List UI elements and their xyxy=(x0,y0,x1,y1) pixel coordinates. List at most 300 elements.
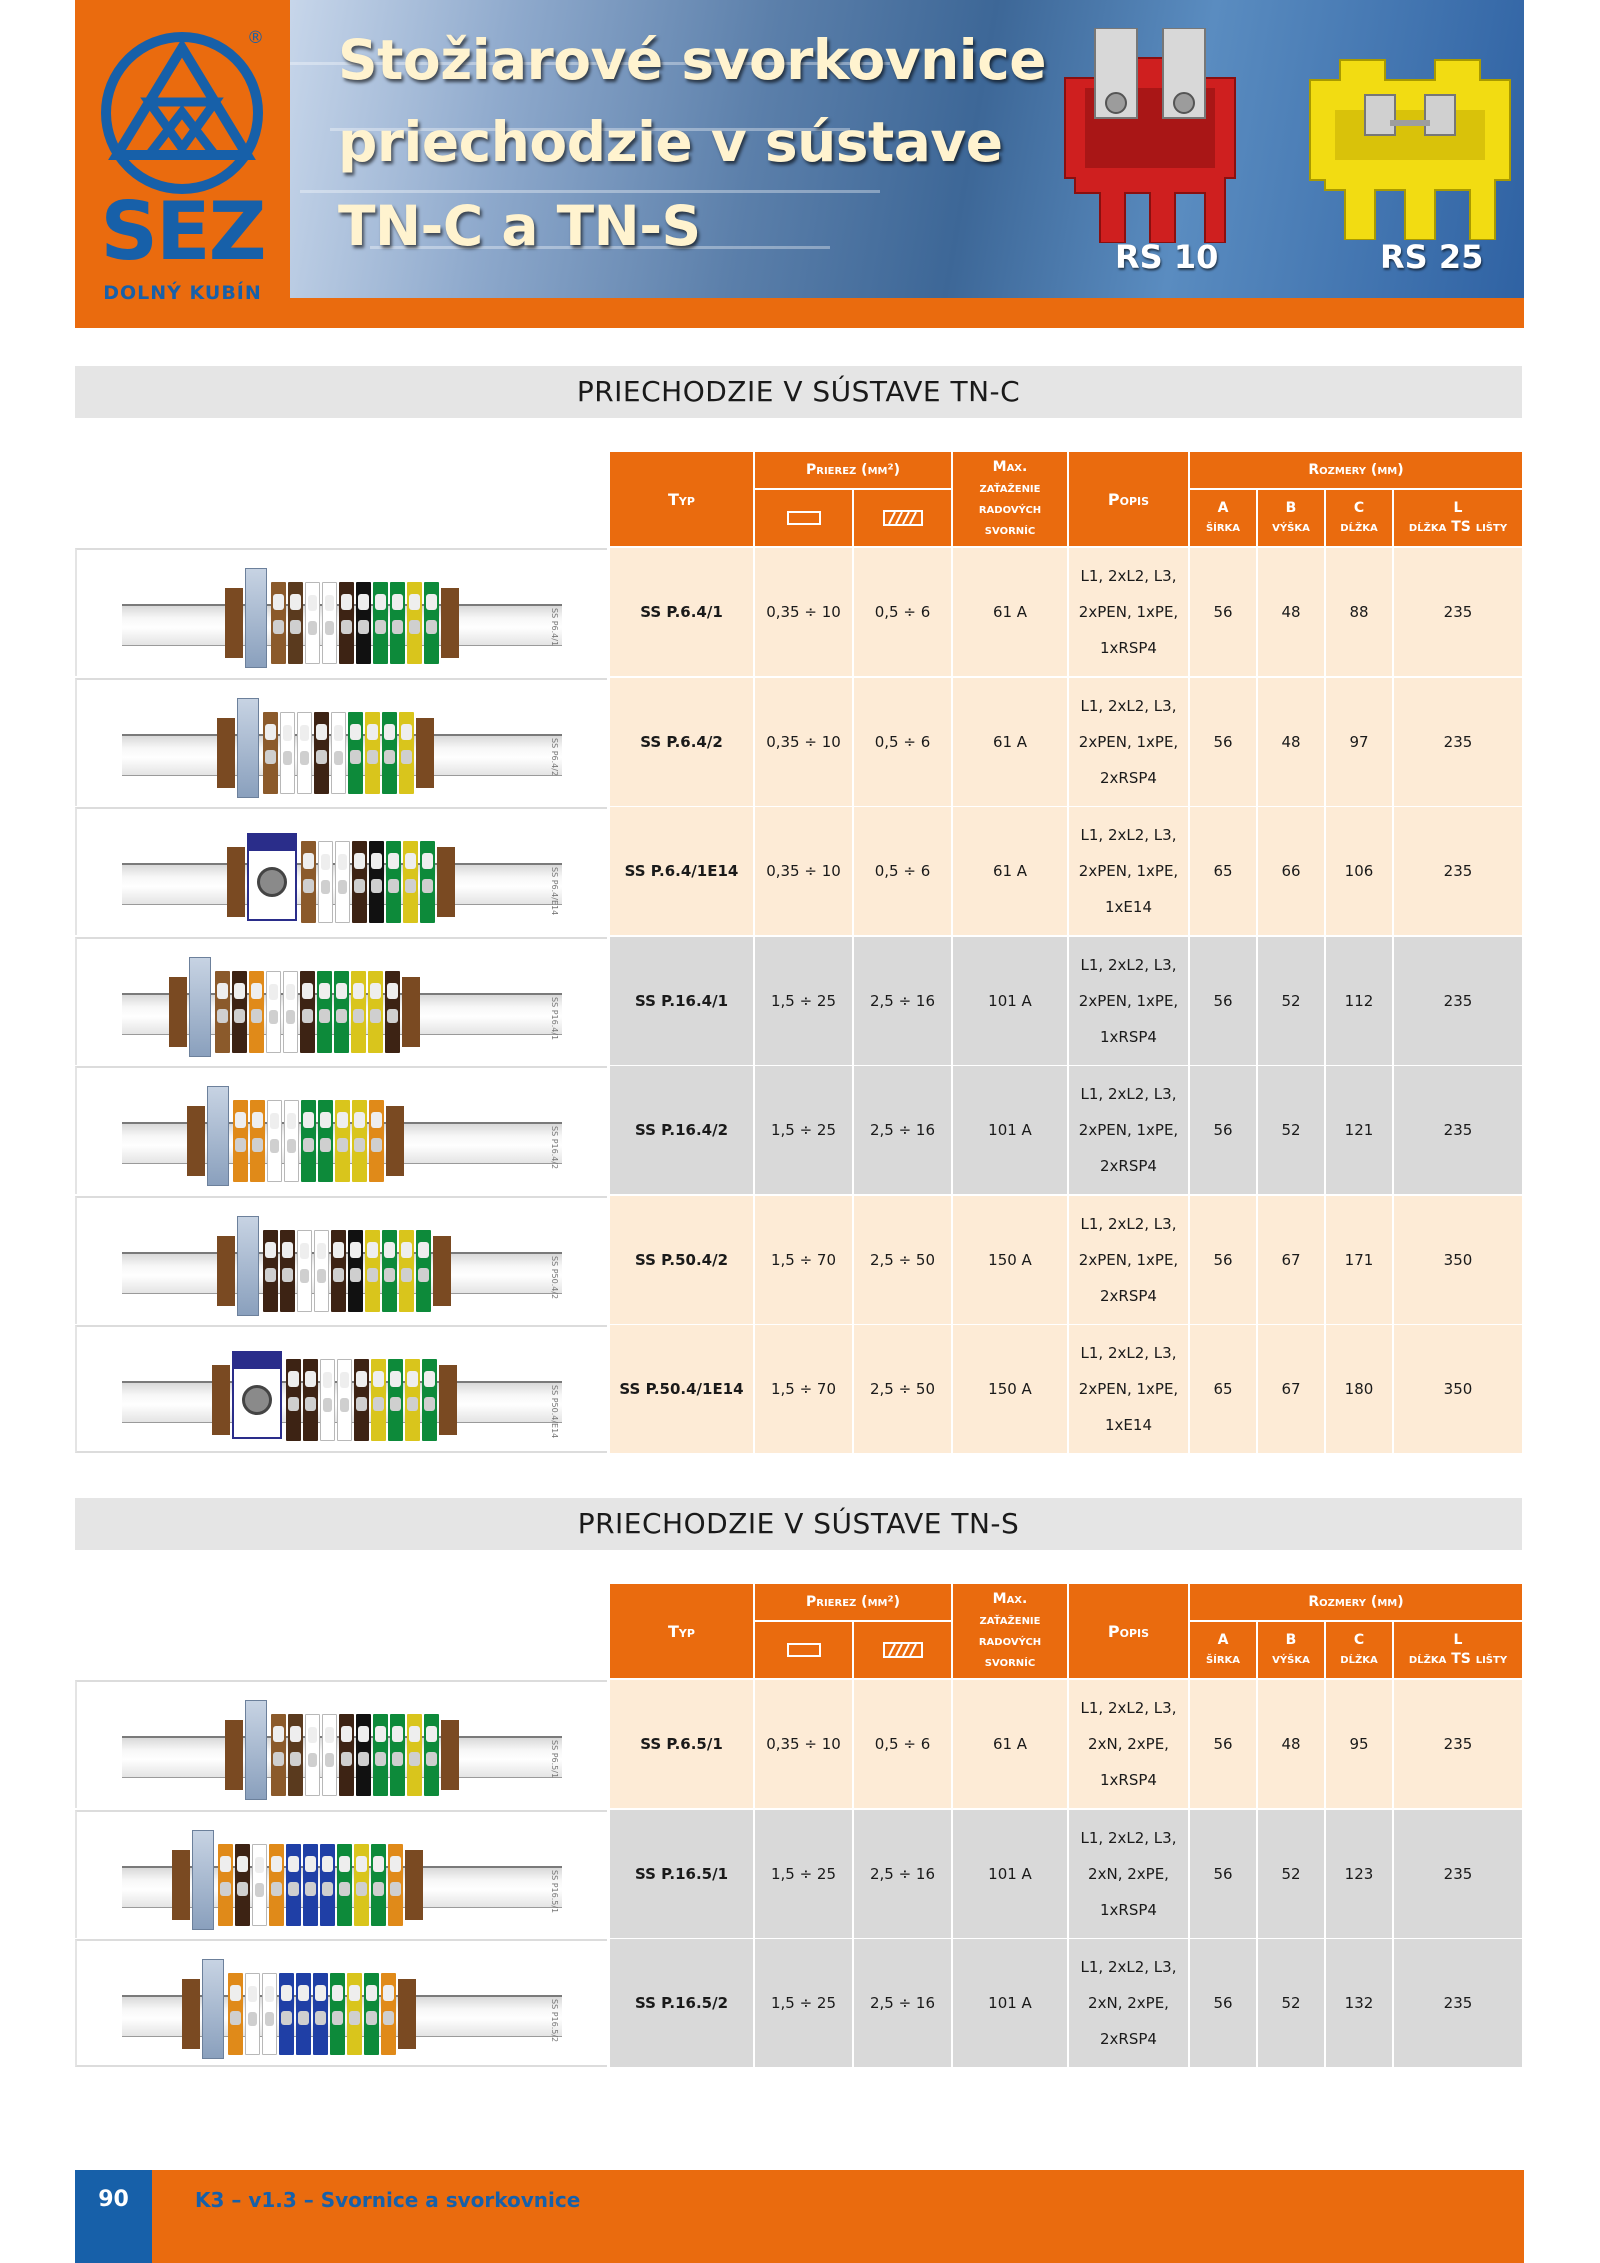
table-row xyxy=(75,548,1522,676)
column-header-max-load xyxy=(953,452,1067,546)
terminal-block-assembly xyxy=(217,1216,453,1316)
product-photo xyxy=(75,937,607,1065)
terminal-block-assembly xyxy=(225,568,461,668)
rail-code-label: SS P16.5/1 xyxy=(550,1869,559,1913)
terminal-block-assembly xyxy=(212,1345,459,1445)
terminal-block xyxy=(403,841,418,923)
popis-line: 2xPEN, 1xPE, xyxy=(1078,1250,1179,1269)
end-stop xyxy=(402,977,420,1047)
cell-dim-a: 56 xyxy=(1190,1196,1256,1324)
rail-code-label: SS P16.4/2 xyxy=(550,1126,559,1170)
column-header-dim-a xyxy=(1190,490,1256,546)
cell-dim-l: 235 xyxy=(1394,1680,1522,1808)
terminal-block xyxy=(300,971,315,1053)
cell-dim-a: 56 xyxy=(1190,1939,1256,2067)
end-stop xyxy=(187,1106,205,1176)
column-header-max-load-line: svorníc xyxy=(984,1654,1036,1670)
cell-popis xyxy=(1069,807,1188,935)
terminal-block xyxy=(305,1714,320,1796)
terminal-block xyxy=(280,1230,295,1312)
end-stop xyxy=(169,977,187,1047)
terminal-block xyxy=(303,1844,318,1926)
terminal-block xyxy=(267,1100,282,1182)
terminal-block xyxy=(348,712,363,794)
cell-dim-a: 56 xyxy=(1190,1066,1256,1194)
terminal-block xyxy=(322,582,337,664)
cell-dim-l: 235 xyxy=(1394,1810,1522,1938)
rail-code-label: SS P16.4/1 xyxy=(550,996,559,1040)
terminal-block xyxy=(303,1359,318,1441)
cell-dim-c: 95 xyxy=(1326,1680,1392,1808)
terminal-block-assembly xyxy=(225,1700,461,1800)
cell-dim-b: 52 xyxy=(1258,1810,1324,1938)
rail-code-label: SS P6.4/E14 xyxy=(550,867,559,916)
footer-chapter-text: K3 – v1.3 – Svornice a svorkovnice xyxy=(195,2188,581,2212)
cell-popis xyxy=(1069,1196,1188,1324)
terminal-block-assembly xyxy=(227,827,457,927)
cover-plate xyxy=(245,568,267,668)
popis-line: L1, 2xL2, L3, xyxy=(1080,696,1177,715)
popis-line: L1, 2xL2, L3, xyxy=(1080,1699,1177,1717)
dim-name: šírka xyxy=(1205,519,1241,535)
header-banner xyxy=(290,0,1524,298)
terminal-block xyxy=(424,582,439,664)
terminal-block xyxy=(334,971,349,1053)
dim-name: šírka xyxy=(1205,1651,1241,1667)
popis-line: 2xN, 2xPE, xyxy=(1088,1735,1169,1753)
cell-prierez-stranded: 0,5 ÷ 6 xyxy=(854,1680,951,1808)
terminal-block xyxy=(381,1973,396,2055)
end-stop xyxy=(182,1979,200,2049)
cell-dim-a: 56 xyxy=(1190,548,1256,676)
product-photo xyxy=(75,1196,607,1324)
dim-letter: B xyxy=(1285,1632,1297,1648)
popis-line: 2xRSP4 xyxy=(1100,2030,1157,2048)
terminal-block xyxy=(407,1714,422,1796)
terminal-block xyxy=(317,971,332,1053)
end-stop xyxy=(416,718,434,788)
terminal-block xyxy=(351,971,366,1053)
terminal-block xyxy=(388,1359,403,1441)
solid-conductor-icon xyxy=(755,490,852,546)
cell-typ: SS P.6.4/2 xyxy=(610,678,753,806)
cell-max-load: 61 A xyxy=(953,1680,1067,1808)
cell-prierez-solid: 1,5 ÷ 25 xyxy=(755,1810,852,1938)
end-stop xyxy=(433,1236,451,1306)
end-stop xyxy=(225,588,243,658)
product-photo xyxy=(75,1680,607,1808)
terminal-block-assembly xyxy=(187,1086,406,1186)
terminal-block xyxy=(337,1359,352,1441)
terminal-block xyxy=(263,1230,278,1312)
cell-dim-l: 235 xyxy=(1394,548,1522,676)
column-header-max-load-line: zaťaženie xyxy=(979,480,1041,496)
cell-dim-a: 56 xyxy=(1190,678,1256,806)
terminal-block-assembly xyxy=(182,1959,418,2059)
rail-code-label: SS P50.4/2 xyxy=(550,1255,559,1299)
cell-max-load: 101 A xyxy=(953,1810,1067,1938)
terminal-block xyxy=(335,841,350,923)
popis-line: 2xPEN, 1xPE, xyxy=(1078,862,1179,880)
end-stop xyxy=(217,1236,235,1306)
cell-dim-c: 171 xyxy=(1326,1196,1392,1324)
terminal-block xyxy=(305,582,320,664)
terminal-block xyxy=(365,1230,380,1312)
table-row xyxy=(75,1680,1522,1808)
terminal-block xyxy=(388,1844,403,1926)
terminal-block xyxy=(390,582,405,664)
terminal-block xyxy=(283,971,298,1053)
column-header-prierez: Prierez (mm²) xyxy=(755,452,951,488)
dim-letter: A xyxy=(1217,1632,1229,1648)
popis-line: 2xPEN, 1xPE, xyxy=(1078,1121,1179,1139)
terminal-block xyxy=(280,712,295,794)
cover-plate xyxy=(202,1959,224,2059)
stranded-conductor-icon xyxy=(854,490,951,546)
popis-line: 1xRSP4 xyxy=(1100,1900,1157,1919)
product-photo xyxy=(75,1325,607,1453)
cell-dim-c: 106 xyxy=(1326,807,1392,935)
column-header-typ: Typ xyxy=(610,452,753,546)
company-logo xyxy=(75,0,290,328)
cell-typ: SS P.6.5/1 xyxy=(610,1680,753,1808)
page-header xyxy=(75,0,1524,328)
terminal-block-assembly xyxy=(169,957,422,1057)
column-header-dim-l xyxy=(1394,1622,1522,1678)
cell-prierez-solid: 0,35 ÷ 10 xyxy=(755,807,852,935)
cell-max-load: 150 A xyxy=(953,1325,1067,1453)
product-photo xyxy=(75,1810,607,1938)
terminal-block xyxy=(339,1714,354,1796)
cell-dim-c: 112 xyxy=(1326,937,1392,1065)
cell-dim-b: 67 xyxy=(1258,1325,1324,1453)
terminal-block xyxy=(330,1973,345,2055)
column-header-dim-a xyxy=(1190,1622,1256,1678)
popis-line: L1, 2xL2, L3, xyxy=(1080,955,1177,974)
end-stop xyxy=(405,1850,423,1920)
table-row xyxy=(75,1196,1522,1324)
terminal-block xyxy=(313,1973,328,2055)
column-header-max-load-line: Max. xyxy=(992,459,1028,475)
terminal-block xyxy=(271,1714,286,1796)
column-header-max-load-line: radových xyxy=(978,1633,1042,1649)
column-header-typ: Typ xyxy=(610,1584,753,1678)
cell-dim-b: 48 xyxy=(1258,548,1324,676)
terminal-block xyxy=(286,1359,301,1441)
terminal-block xyxy=(286,1844,301,1926)
cell-typ: SS P.16.5/2 xyxy=(610,1939,753,2067)
banner-title-line-3: TN-C a TN-S xyxy=(338,194,701,258)
cell-popis xyxy=(1069,548,1188,676)
terminal-block-assembly xyxy=(172,1830,425,1930)
terminal-block xyxy=(364,1973,379,2055)
terminal-block xyxy=(235,1844,250,1926)
terminal-block xyxy=(301,841,316,923)
table-row xyxy=(75,1066,1522,1194)
cell-popis xyxy=(1069,937,1188,1065)
cell-dim-c: 121 xyxy=(1326,1066,1392,1194)
fuse-holder-icon xyxy=(247,833,297,921)
cell-dim-a: 56 xyxy=(1190,1680,1256,1808)
column-header-popis: Popis xyxy=(1069,452,1188,546)
page-footer xyxy=(75,2170,1524,2263)
terminal-block xyxy=(386,841,401,923)
terminal-block xyxy=(373,582,388,664)
terminal-block xyxy=(245,1973,260,2055)
terminal-block xyxy=(288,582,303,664)
terminal-block xyxy=(385,971,400,1053)
terminal-block xyxy=(271,582,286,664)
rail-code-label: SS P6.4/1 xyxy=(550,608,559,647)
cell-dim-l: 235 xyxy=(1394,678,1522,806)
terminal-block xyxy=(297,1230,312,1312)
cover-plate xyxy=(237,698,259,798)
cell-prierez-stranded: 2,5 ÷ 16 xyxy=(854,1939,951,2067)
cell-max-load: 61 A xyxy=(953,548,1067,676)
column-header-max-load-line: zaťaženie xyxy=(979,1612,1041,1628)
terminal-block xyxy=(399,712,414,794)
dim-name: výška xyxy=(1272,519,1310,535)
product-photo xyxy=(75,1939,607,2067)
dim-name: dĺžka TS lišty xyxy=(1408,519,1508,535)
cell-prierez-solid: 1,5 ÷ 25 xyxy=(755,937,852,1065)
cover-plate xyxy=(245,1700,267,1800)
dim-letter: C xyxy=(1353,500,1365,516)
logo-triangle-icon xyxy=(99,30,265,196)
cell-popis xyxy=(1069,1810,1188,1938)
dim-letter: C xyxy=(1353,1632,1365,1648)
cell-typ: SS P.16.5/1 xyxy=(610,1810,753,1938)
popis-line: 2xPEN, 1xPE, xyxy=(1078,603,1179,621)
cell-dim-l: 235 xyxy=(1394,1939,1522,2067)
popis-line: 2xRSP4 xyxy=(1100,768,1157,787)
popis-line: 2xRSP4 xyxy=(1100,1157,1157,1175)
cell-max-load: 101 A xyxy=(953,1939,1067,2067)
cell-dim-b: 52 xyxy=(1258,937,1324,1065)
cell-prierez-solid: 0,35 ÷ 10 xyxy=(755,548,852,676)
table-tn-c xyxy=(75,452,1522,1459)
terminal-block xyxy=(369,1100,384,1182)
end-stop xyxy=(439,1365,457,1435)
end-stop xyxy=(386,1106,404,1176)
section-title-tn-c: PRIECHODZIE V SÚSTAVE TN-C xyxy=(75,366,1522,418)
dim-name: dĺžka TS lišty xyxy=(1408,1651,1508,1667)
terminal-block xyxy=(407,582,422,664)
terminal-block xyxy=(347,1973,362,2055)
terminal-block xyxy=(279,1973,294,2055)
cell-prierez-solid: 0,35 ÷ 10 xyxy=(755,678,852,806)
table-row xyxy=(75,678,1522,806)
table-row xyxy=(75,1810,1522,1938)
terminal-block xyxy=(352,841,367,923)
end-stop xyxy=(225,1720,243,1790)
cell-dim-a: 56 xyxy=(1190,1810,1256,1938)
terminal-block xyxy=(405,1359,420,1441)
terminal-block xyxy=(416,1230,431,1312)
cover-plate xyxy=(192,1830,214,1930)
column-header-prierez: Prierez (mm²) xyxy=(755,1584,951,1620)
column-header-dim-b xyxy=(1258,490,1324,546)
end-stop xyxy=(441,1720,459,1790)
terminal-block xyxy=(356,1714,371,1796)
cell-prierez-stranded: 2,5 ÷ 50 xyxy=(854,1325,951,1453)
page-number: 90 xyxy=(75,2170,152,2263)
cell-dim-l: 350 xyxy=(1394,1325,1522,1453)
popis-line: L1, 2xL2, L3, xyxy=(1080,1214,1177,1233)
logo-city: DOLNÝ KUBÍN xyxy=(103,282,262,304)
column-header-rozmery: Rozmery (mm) xyxy=(1190,452,1522,488)
cell-dim-l: 235 xyxy=(1394,1066,1522,1194)
end-stop xyxy=(441,588,459,658)
cell-dim-b: 66 xyxy=(1258,807,1324,935)
dim-letter: A xyxy=(1217,500,1229,516)
cell-popis xyxy=(1069,1066,1188,1194)
column-header-max-load-line: svorníc xyxy=(984,522,1036,538)
column-header-dim-b xyxy=(1258,1622,1324,1678)
column-header-rozmery: Rozmery (mm) xyxy=(1190,1584,1522,1620)
rs25-terminal-image xyxy=(1305,40,1515,240)
cell-prierez-stranded: 2,5 ÷ 16 xyxy=(854,1066,951,1194)
cell-popis xyxy=(1069,1939,1188,2067)
popis-line: 1xE14 xyxy=(1105,898,1152,916)
cell-prierez-stranded: 2,5 ÷ 50 xyxy=(854,1196,951,1324)
column-header-max-load-line: Max. xyxy=(992,1591,1028,1607)
rail-code-label: SS P16.5/2 xyxy=(550,1999,559,2043)
banner-title-line-2: priechodzie v sústave xyxy=(338,110,1003,174)
cell-prierez-solid: 1,5 ÷ 70 xyxy=(755,1196,852,1324)
terminal-block xyxy=(373,1714,388,1796)
terminal-block xyxy=(250,1100,265,1182)
cell-prierez-stranded: 2,5 ÷ 16 xyxy=(854,1810,951,1938)
cover-plate xyxy=(237,1216,259,1316)
popis-line: L1, 2xL2, L3, xyxy=(1080,826,1177,844)
cell-prierez-stranded: 0,5 ÷ 6 xyxy=(854,678,951,806)
end-stop xyxy=(172,1850,190,1920)
cell-typ: SS P.6.4/1E14 xyxy=(610,807,753,935)
cell-dim-b: 48 xyxy=(1258,1680,1324,1808)
terminal-block xyxy=(365,712,380,794)
popis-line: 2xPEN, 1xPE, xyxy=(1078,732,1179,751)
terminal-block xyxy=(371,1844,386,1926)
popis-line: 2xN, 2xPE, xyxy=(1088,1994,1169,2012)
column-header-max-load-line: radových xyxy=(978,501,1042,517)
cell-dim-l: 235 xyxy=(1394,937,1522,1065)
terminal-block xyxy=(382,712,397,794)
cell-dim-b: 52 xyxy=(1258,1939,1324,2067)
terminal-block xyxy=(420,841,435,923)
terminal-block xyxy=(233,1100,248,1182)
solid-conductor-icon xyxy=(755,1622,852,1678)
cell-popis xyxy=(1069,1325,1188,1453)
popis-line: 1xRSP4 xyxy=(1100,1771,1157,1789)
fuse-holder-icon xyxy=(232,1351,282,1439)
rs10-terminal-image xyxy=(1055,28,1245,243)
terminal-block xyxy=(314,1230,329,1312)
terminal-block xyxy=(356,582,371,664)
cell-typ: SS P.16.4/2 xyxy=(610,1066,753,1194)
product-photo xyxy=(75,678,607,806)
table-row xyxy=(75,807,1522,935)
cell-dim-a: 65 xyxy=(1190,1325,1256,1453)
cell-prierez-solid: 1,5 ÷ 25 xyxy=(755,1066,852,1194)
terminal-block xyxy=(337,1844,352,1926)
terminal-block xyxy=(252,1844,267,1926)
terminal-block xyxy=(262,1973,277,2055)
column-header-max-load xyxy=(953,1584,1067,1678)
cell-dim-b: 48 xyxy=(1258,678,1324,806)
stranded-conductor-icon xyxy=(854,1622,951,1678)
cell-dim-l: 235 xyxy=(1394,807,1522,935)
cover-plate xyxy=(189,957,211,1057)
end-stop xyxy=(437,847,455,917)
column-header-dim-l xyxy=(1394,490,1522,546)
logo-wordmark: SEZ xyxy=(100,185,265,278)
table-row xyxy=(75,1325,1522,1453)
terminal-block xyxy=(288,1714,303,1796)
terminal-block xyxy=(335,1100,350,1182)
terminal-block xyxy=(424,1714,439,1796)
cell-prierez-stranded: 0,5 ÷ 6 xyxy=(854,548,951,676)
popis-line: 1xRSP4 xyxy=(1100,639,1157,657)
cell-popis xyxy=(1069,1680,1188,1808)
dim-name: dĺžka xyxy=(1340,1651,1378,1667)
cell-dim-c: 132 xyxy=(1326,1939,1392,2067)
terminal-block xyxy=(331,712,346,794)
column-header-dim-c xyxy=(1326,490,1392,546)
terminal-block-assembly xyxy=(217,698,436,798)
cell-dim-b: 67 xyxy=(1258,1196,1324,1324)
terminal-block xyxy=(422,1359,437,1441)
column-header-popis: Popis xyxy=(1069,1584,1188,1678)
cell-dim-c: 88 xyxy=(1326,548,1392,676)
terminal-block xyxy=(371,1359,386,1441)
terminal-block xyxy=(301,1100,316,1182)
product-photo xyxy=(75,807,607,935)
table-tn-s xyxy=(75,1584,1522,2073)
section-title-tn-s: PRIECHODZIE V SÚSTAVE TN-S xyxy=(75,1498,1522,1550)
terminal-block xyxy=(322,1714,337,1796)
cell-typ: SS P.50.4/2 xyxy=(610,1196,753,1324)
cell-dim-a: 56 xyxy=(1190,937,1256,1065)
registered-mark: ® xyxy=(247,28,264,48)
cell-dim-b: 52 xyxy=(1258,1066,1324,1194)
cell-prierez-stranded: 0,5 ÷ 6 xyxy=(854,807,951,935)
cell-typ: SS P.16.4/1 xyxy=(610,937,753,1065)
terminal-block xyxy=(318,841,333,923)
terminal-block xyxy=(399,1230,414,1312)
terminal-block xyxy=(249,971,264,1053)
product-photo xyxy=(75,548,607,676)
popis-line: 2xRSP4 xyxy=(1100,1286,1157,1305)
cell-max-load: 61 A xyxy=(953,807,1067,935)
popis-line: L1, 2xL2, L3, xyxy=(1080,1828,1177,1847)
terminal-block xyxy=(232,971,247,1053)
cell-dim-c: 180 xyxy=(1326,1325,1392,1453)
terminal-block xyxy=(320,1359,335,1441)
terminal-block xyxy=(339,582,354,664)
cover-plate xyxy=(207,1086,229,1186)
product-label-rs25: RS 25 xyxy=(1380,238,1484,276)
popis-line: 2xN, 2xPE, xyxy=(1088,1864,1169,1883)
terminal-block xyxy=(331,1230,346,1312)
end-stop xyxy=(212,1365,230,1435)
cell-dim-c: 97 xyxy=(1326,678,1392,806)
terminal-block xyxy=(297,712,312,794)
popis-line: L1, 2xL2, L3, xyxy=(1080,1958,1177,1976)
dim-letter: L xyxy=(1453,1632,1463,1648)
table-row xyxy=(75,937,1522,1065)
popis-line: 1xRSP4 xyxy=(1100,1027,1157,1046)
